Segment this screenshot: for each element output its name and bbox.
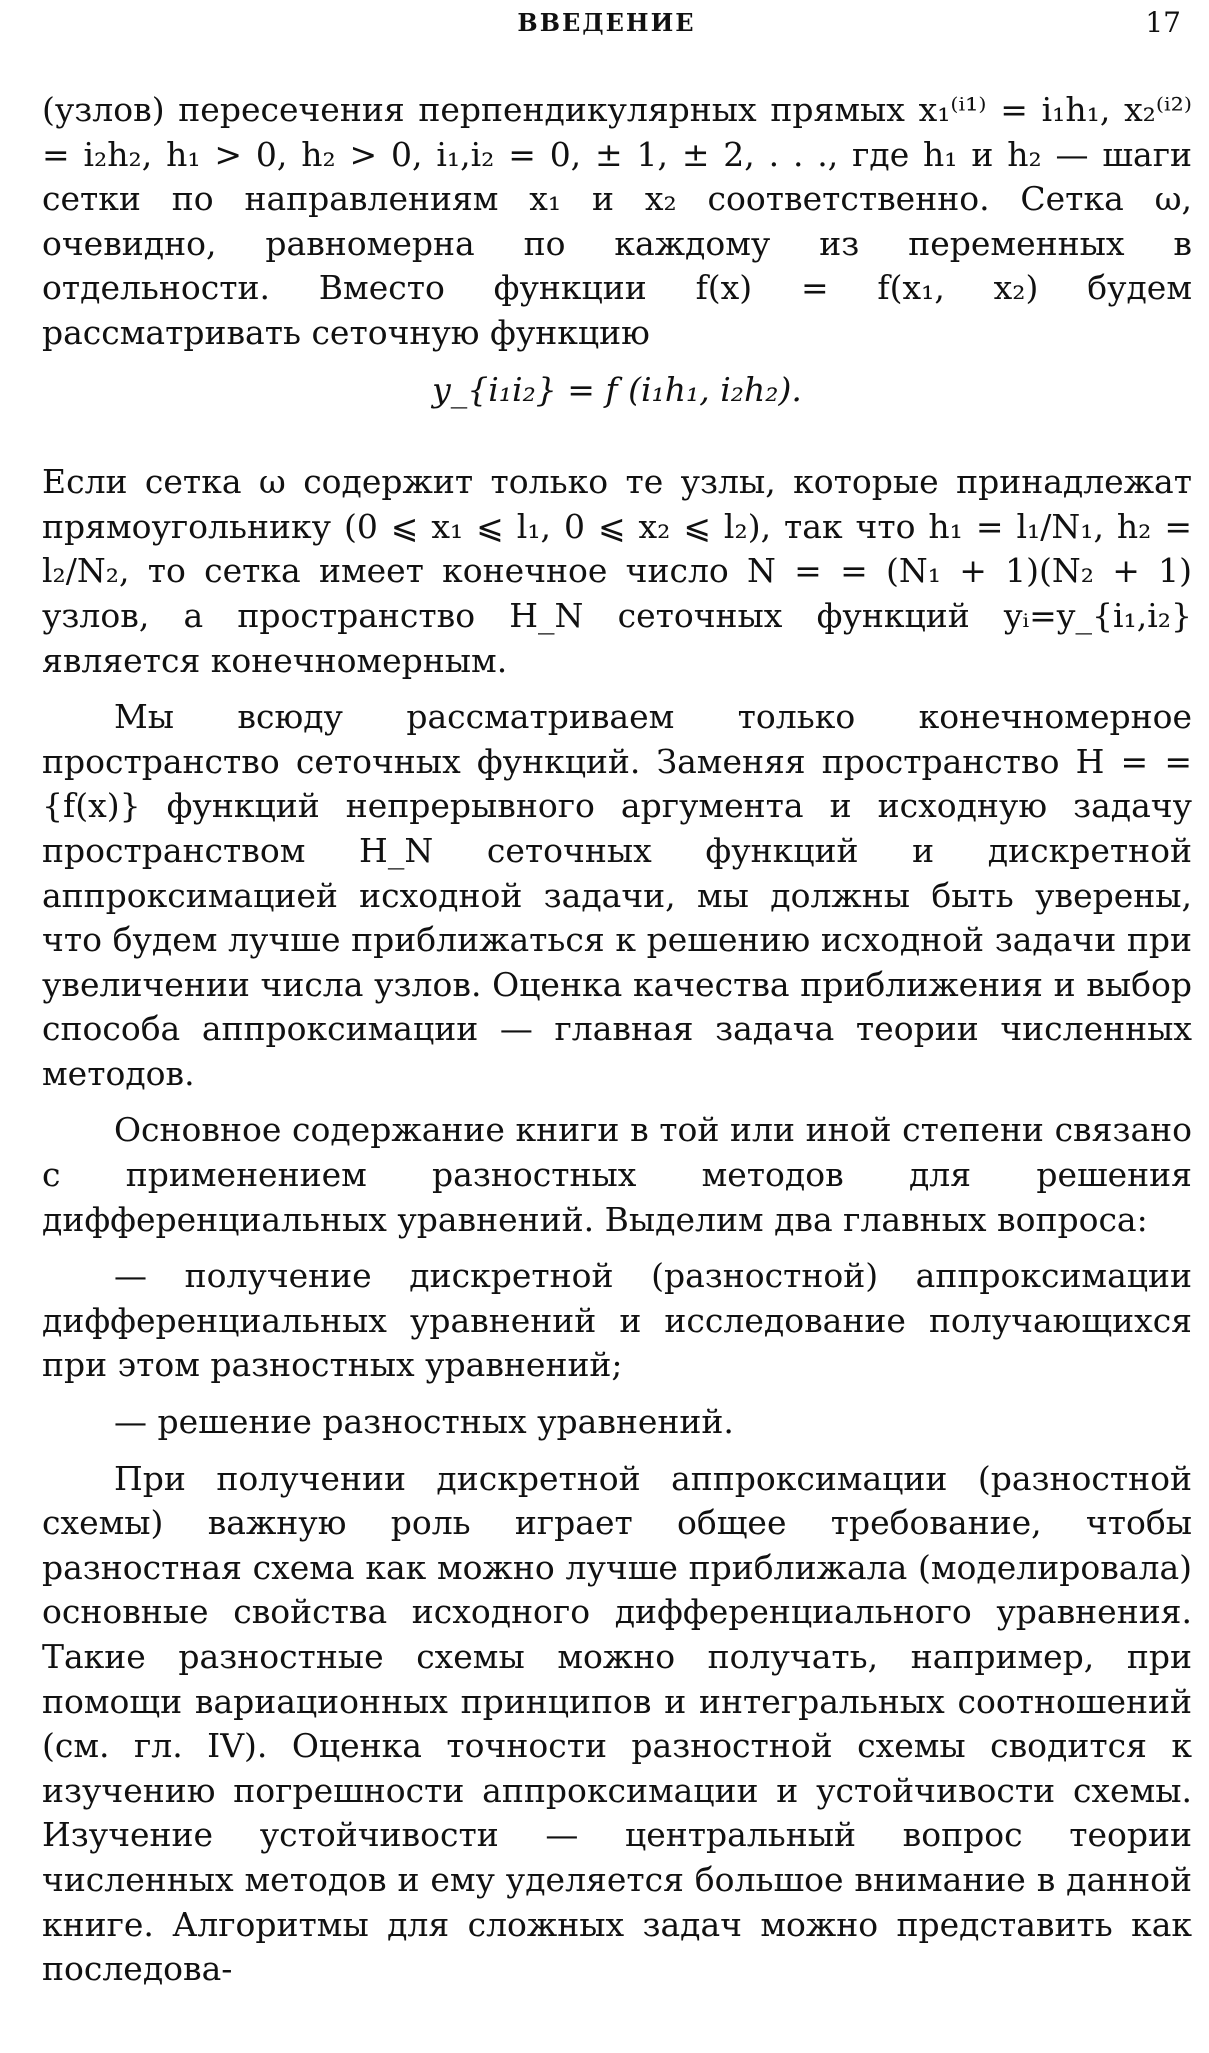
paragraph-finite-grid: Если сетка ω содержит только те узлы, которые принадлежат прямоугольнику (0 ⩽ x₁ ⩽ l₁, 0 ⩽ x₂ ⩽ l₂), так что h₁ = l₁/N₁, h₂ = l₂/N₂, то сетка имеет конечное число N = = (N₁ + 1)(N₂ + 1) узлов, а пространство H_N сеточных функций yᵢ=y_{i₁,i₂} является конечномерным. [42,462,1192,680]
paragraph-finite-space: Мы всюду рассматриваем только конечномерное пространство сеточных функций. Заменяя пространство H = = {f(x)} функций непрерывного аргумента и исходную задачу пространством H_N сеточных функций и дискретной аппроксимацией исходной задачи, мы должны быть уверены, что будем лучше приближаться к решению исходной задачи при увеличении числа узлов. Оценка качества приближения и выбор способа аппроксимации — главная задача теории численных методов. [42,697,1192,1093]
body-text [42,88,1192,2004]
paragraph-difference-schemes: При получении дискретной аппроксимации (разностной схемы) важную роль играет общее требование, чтобы разностная схема как можно лучше приближала (моделировала) основные свойства исходного дифференциального уравнения. Такие разностные схемы можно получать, например, при помощи вариационных принципов и интегральных соотношений (см. гл. IV). Оценка точности разностной схемы сводится к изучению погрешности аппроксимации и устойчивости схемы. Изучение устойчивости — центральный вопрос теории численных методов и ему уделяется большое внимание в данной книге. Алгоритмы для сложных задач можно представить как последова- [42,1458,1192,1989]
running-head: ВВЕДЕНИЕ [517,8,696,37]
book-page [24,0,1192,2053]
list-item-solution: — решение разностных уравнений. [114,1402,734,1442]
formula-grid-function: y_{i₁i₂} = f (i₁h₁, i₂h₂). [432,369,802,409]
paragraph-book-content: Основное содержание книги в той или иной степени связано с применением разностных методов для решения дифференциальных уравнений. Выделим два главных вопроса: [42,1110,1192,1239]
paragraph-grid-definition: (узлов) пересечения перпендикулярных прямых x₁⁽ⁱ¹⁾ = i₁h₁, x₂⁽ⁱ²⁾ = i₂h₂, h₁ > 0, h₂ > 0, i₁,i₂ = 0, ± 1, ± 2, . . ., где h₁ и h₂ — шаги сетки по направлениям x₁ и x₂ соответственно. Сетка ω, очевидно, равномерна по каждому из переменных в отдельности. Вместо функции f(x) = f(x₁, x₂) будем рассматривать сеточную функцию [42,90,1192,352]
page-number: 17 [1145,6,1181,39]
list-item-approximation: — получение дискретной (разностной) аппроксимации дифференциальных уравнений и исследование получающихся при этом разностных уравнений; [42,1256,1192,1385]
page-header [24,0,1189,60]
